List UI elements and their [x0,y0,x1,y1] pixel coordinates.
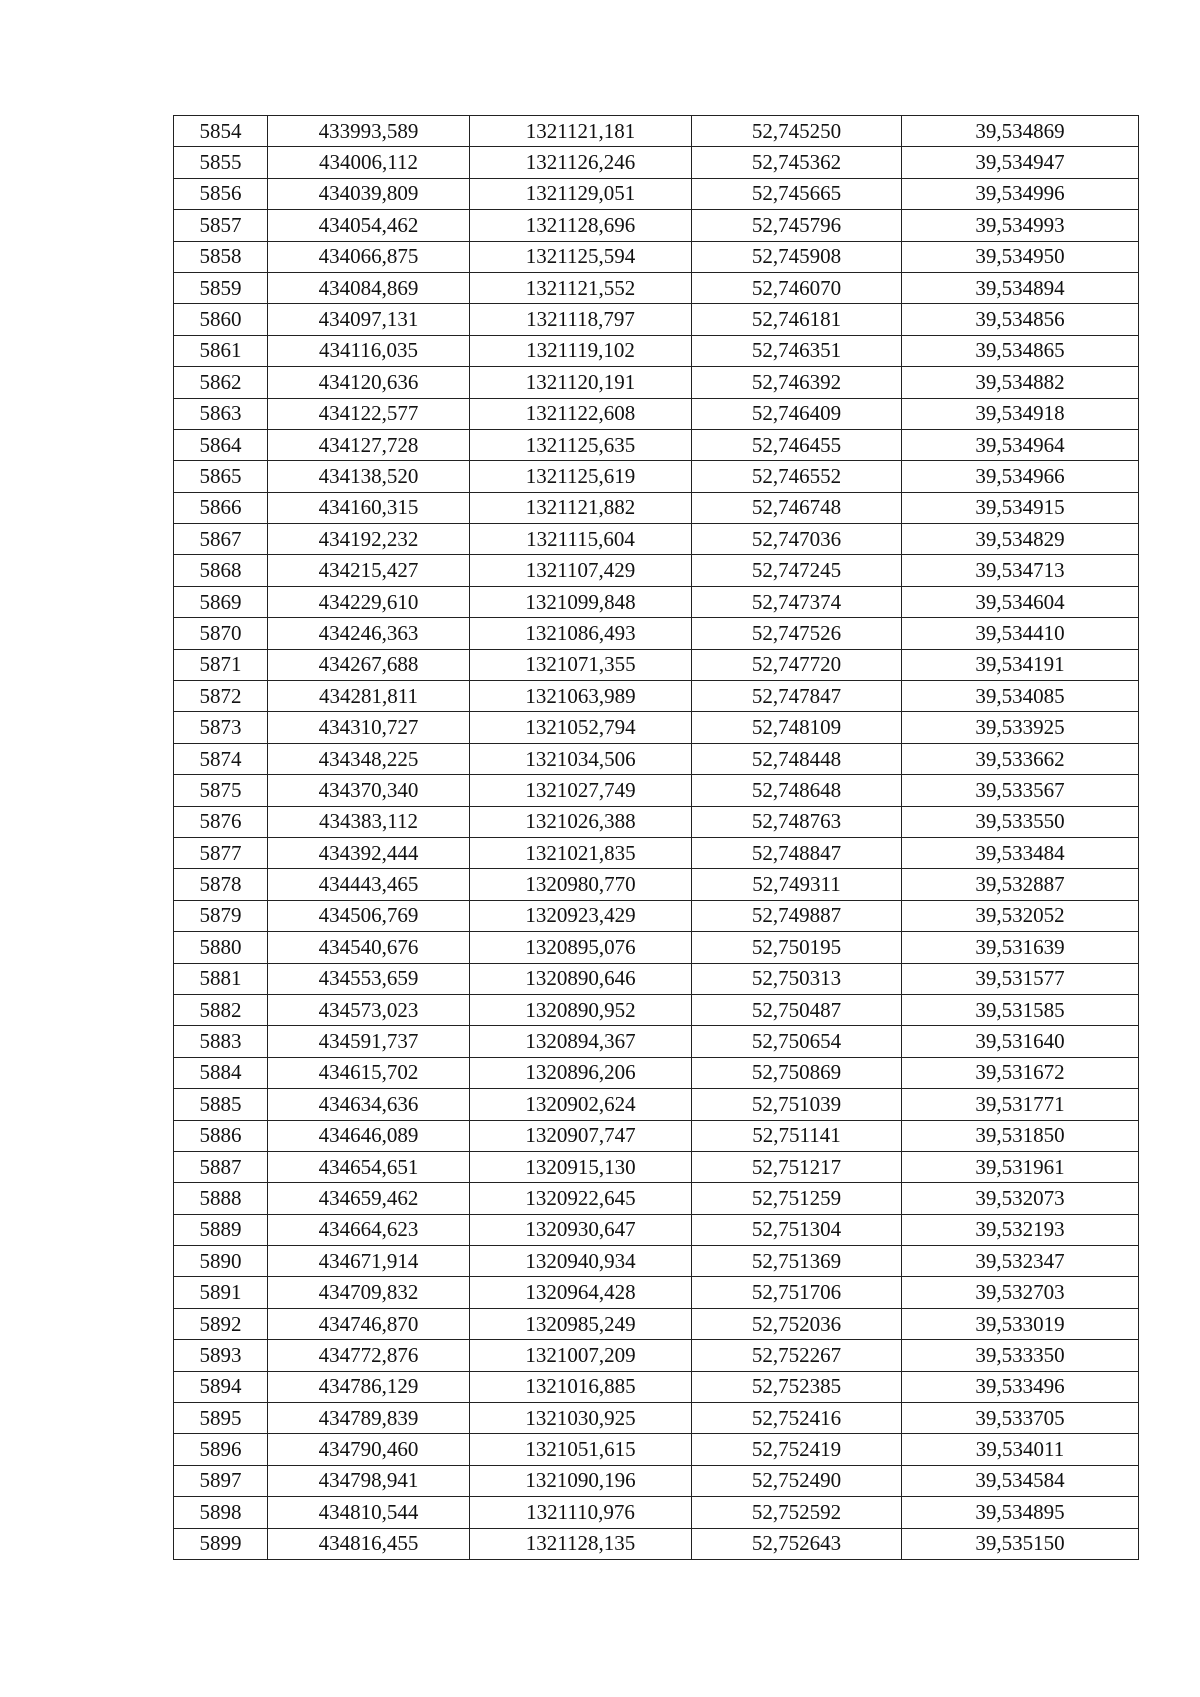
table-row [174,241,1139,272]
longitude-cell: 39,534869 [902,116,1139,147]
point-number-cell: 5892 [174,1308,268,1339]
longitude-cell: 39,531639 [902,932,1139,963]
y-coordinate-cell: 1320940,934 [470,1246,692,1277]
y-coordinate-cell: 1321007,209 [470,1340,692,1371]
longitude-cell: 39,533350 [902,1340,1139,1371]
table-row [174,272,1139,303]
table-row [174,1120,1139,1151]
table-row [174,1528,1139,1559]
latitude-cell: 52,750654 [692,1026,902,1057]
table-row [174,1340,1139,1371]
point-number-cell: 5880 [174,932,268,963]
table-row [174,335,1139,366]
y-coordinate-cell: 1321129,051 [470,178,692,209]
longitude-cell: 39,534011 [902,1434,1139,1465]
latitude-cell: 52,748847 [692,837,902,868]
longitude-cell: 39,534604 [902,586,1139,617]
point-number-cell: 5862 [174,367,268,398]
table-row [174,398,1139,429]
y-coordinate-cell: 1321125,635 [470,429,692,460]
point-number-cell: 5864 [174,429,268,460]
y-coordinate-cell: 1321121,882 [470,492,692,523]
table-row [174,1434,1139,1465]
point-number-cell: 5875 [174,775,268,806]
x-coordinate-cell: 434392,444 [268,837,470,868]
y-coordinate-cell: 1321128,135 [470,1528,692,1559]
latitude-cell: 52,752592 [692,1497,902,1528]
table-row [174,178,1139,209]
x-coordinate-cell: 434790,460 [268,1434,470,1465]
point-number-cell: 5891 [174,1277,268,1308]
longitude-cell: 39,533662 [902,743,1139,774]
x-coordinate-cell: 434160,315 [268,492,470,523]
x-coordinate-cell: 434246,363 [268,618,470,649]
x-coordinate-cell: 434659,462 [268,1183,470,1214]
latitude-cell: 52,750313 [692,963,902,994]
longitude-cell: 39,535150 [902,1528,1139,1559]
point-number-cell: 5897 [174,1465,268,1496]
table-row [174,806,1139,837]
longitude-cell: 39,534085 [902,681,1139,712]
latitude-cell: 52,751304 [692,1214,902,1245]
latitude-cell: 52,746552 [692,461,902,492]
x-coordinate-cell: 434671,914 [268,1246,470,1277]
y-coordinate-cell: 1321122,608 [470,398,692,429]
point-number-cell: 5868 [174,555,268,586]
point-number-cell: 5896 [174,1434,268,1465]
table-row [174,1246,1139,1277]
x-coordinate-cell: 434348,225 [268,743,470,774]
y-coordinate-cell: 1321021,835 [470,837,692,868]
x-coordinate-cell: 434443,465 [268,869,470,900]
longitude-cell: 39,534865 [902,335,1139,366]
y-coordinate-cell: 1321107,429 [470,555,692,586]
latitude-cell: 52,752416 [692,1403,902,1434]
x-coordinate-cell: 434789,839 [268,1403,470,1434]
point-number-cell: 5895 [174,1403,268,1434]
longitude-cell: 39,531640 [902,1026,1139,1057]
y-coordinate-cell: 1321119,102 [470,335,692,366]
y-coordinate-cell: 1321115,604 [470,524,692,555]
y-coordinate-cell: 1321120,191 [470,367,692,398]
x-coordinate-cell: 434816,455 [268,1528,470,1559]
table-row [174,649,1139,680]
longitude-cell: 39,531585 [902,994,1139,1025]
longitude-cell: 39,533496 [902,1371,1139,1402]
table-row [174,367,1139,398]
x-coordinate-cell: 434772,876 [268,1340,470,1371]
latitude-cell: 52,751039 [692,1089,902,1120]
table-row [174,524,1139,555]
table-row [174,837,1139,868]
y-coordinate-cell: 1321016,885 [470,1371,692,1402]
longitude-cell: 39,533484 [902,837,1139,868]
latitude-cell: 52,752267 [692,1340,902,1371]
longitude-cell: 39,534713 [902,555,1139,586]
y-coordinate-cell: 1320923,429 [470,900,692,931]
x-coordinate-cell: 434540,676 [268,932,470,963]
y-coordinate-cell: 1321063,989 [470,681,692,712]
point-number-cell: 5865 [174,461,268,492]
point-number-cell: 5890 [174,1246,268,1277]
point-number-cell: 5869 [174,586,268,617]
longitude-cell: 39,532887 [902,869,1139,900]
latitude-cell: 52,747245 [692,555,902,586]
x-coordinate-cell: 434122,577 [268,398,470,429]
y-coordinate-cell: 1320890,646 [470,963,692,994]
x-coordinate-cell: 434192,232 [268,524,470,555]
x-coordinate-cell: 434709,832 [268,1277,470,1308]
longitude-cell: 39,534964 [902,429,1139,460]
latitude-cell: 52,752490 [692,1465,902,1496]
x-coordinate-cell: 434746,870 [268,1308,470,1339]
table-row [174,1026,1139,1057]
y-coordinate-cell: 1321071,355 [470,649,692,680]
table-row [174,1214,1139,1245]
point-number-cell: 5873 [174,712,268,743]
latitude-cell: 52,751706 [692,1277,902,1308]
table-row [174,492,1139,523]
point-number-cell: 5878 [174,869,268,900]
latitude-cell: 52,746455 [692,429,902,460]
latitude-cell: 52,751217 [692,1151,902,1182]
latitude-cell: 52,752385 [692,1371,902,1402]
longitude-cell: 39,531961 [902,1151,1139,1182]
latitude-cell: 52,749311 [692,869,902,900]
longitude-cell: 39,531771 [902,1089,1139,1120]
x-coordinate-cell: 434229,610 [268,586,470,617]
x-coordinate-cell: 434281,811 [268,681,470,712]
x-coordinate-cell: 434506,769 [268,900,470,931]
x-coordinate-cell: 434654,651 [268,1151,470,1182]
longitude-cell: 39,531577 [902,963,1139,994]
point-number-cell: 5881 [174,963,268,994]
y-coordinate-cell: 1321034,506 [470,743,692,774]
y-coordinate-cell: 1321030,925 [470,1403,692,1434]
point-number-cell: 5874 [174,743,268,774]
y-coordinate-cell: 1320890,952 [470,994,692,1025]
latitude-cell: 52,747374 [692,586,902,617]
longitude-cell: 39,534993 [902,210,1139,241]
coordinates-table-body [174,116,1139,1560]
point-number-cell: 5888 [174,1183,268,1214]
x-coordinate-cell: 434646,089 [268,1120,470,1151]
longitude-cell: 39,532703 [902,1277,1139,1308]
table-row [174,1057,1139,1088]
point-number-cell: 5859 [174,272,268,303]
table-row [174,1308,1139,1339]
point-number-cell: 5855 [174,147,268,178]
table-row [174,743,1139,774]
x-coordinate-cell: 434591,737 [268,1026,470,1057]
x-coordinate-cell: 434553,659 [268,963,470,994]
point-number-cell: 5899 [174,1528,268,1559]
table-row [174,210,1139,241]
y-coordinate-cell: 1321026,388 [470,806,692,837]
latitude-cell: 52,746070 [692,272,902,303]
y-coordinate-cell: 1320964,428 [470,1277,692,1308]
point-number-cell: 5877 [174,837,268,868]
table-row [174,1089,1139,1120]
y-coordinate-cell: 1320930,647 [470,1214,692,1245]
latitude-cell: 52,747720 [692,649,902,680]
x-coordinate-cell: 434116,035 [268,335,470,366]
longitude-cell: 39,531850 [902,1120,1139,1151]
x-coordinate-cell: 434066,875 [268,241,470,272]
table-row [174,147,1139,178]
longitude-cell: 39,534895 [902,1497,1139,1528]
y-coordinate-cell: 1320895,076 [470,932,692,963]
x-coordinate-cell: 434127,728 [268,429,470,460]
y-coordinate-cell: 1321099,848 [470,586,692,617]
table-row [174,618,1139,649]
table-row [174,429,1139,460]
x-coordinate-cell: 434120,636 [268,367,470,398]
y-coordinate-cell: 1320902,624 [470,1089,692,1120]
table-row [174,1403,1139,1434]
x-coordinate-cell: 434215,427 [268,555,470,586]
table-row [174,963,1139,994]
latitude-cell: 52,748648 [692,775,902,806]
point-number-cell: 5872 [174,681,268,712]
table-row [174,900,1139,931]
latitude-cell: 52,745665 [692,178,902,209]
latitude-cell: 52,750195 [692,932,902,963]
point-number-cell: 5867 [174,524,268,555]
latitude-cell: 52,751141 [692,1120,902,1151]
longitude-cell: 39,534191 [902,649,1139,680]
x-coordinate-cell: 434006,112 [268,147,470,178]
latitude-cell: 52,747036 [692,524,902,555]
x-coordinate-cell: 434370,340 [268,775,470,806]
point-number-cell: 5893 [174,1340,268,1371]
latitude-cell: 52,746748 [692,492,902,523]
x-coordinate-cell: 434810,544 [268,1497,470,1528]
point-number-cell: 5898 [174,1497,268,1528]
longitude-cell: 39,534950 [902,241,1139,272]
y-coordinate-cell: 1320915,130 [470,1151,692,1182]
longitude-cell: 39,532073 [902,1183,1139,1214]
point-number-cell: 5870 [174,618,268,649]
x-coordinate-cell: 434615,702 [268,1057,470,1088]
latitude-cell: 52,748448 [692,743,902,774]
table-row [174,1465,1139,1496]
longitude-cell: 39,531672 [902,1057,1139,1088]
longitude-cell: 39,533550 [902,806,1139,837]
point-number-cell: 5861 [174,335,268,366]
table-row [174,1497,1139,1528]
y-coordinate-cell: 1321086,493 [470,618,692,649]
latitude-cell: 52,751369 [692,1246,902,1277]
latitude-cell: 52,749887 [692,900,902,931]
y-coordinate-cell: 1321125,619 [470,461,692,492]
x-coordinate-cell: 434138,520 [268,461,470,492]
latitude-cell: 52,748109 [692,712,902,743]
longitude-cell: 39,534918 [902,398,1139,429]
latitude-cell: 52,751259 [692,1183,902,1214]
table-row [174,555,1139,586]
x-coordinate-cell: 434097,131 [268,304,470,335]
table-row [174,1371,1139,1402]
longitude-cell: 39,534584 [902,1465,1139,1496]
latitude-cell: 52,752036 [692,1308,902,1339]
table-row [174,586,1139,617]
latitude-cell: 52,746351 [692,335,902,366]
table-row [174,1183,1139,1214]
point-number-cell: 5857 [174,210,268,241]
point-number-cell: 5858 [174,241,268,272]
latitude-cell: 52,745908 [692,241,902,272]
longitude-cell: 39,532347 [902,1246,1139,1277]
latitude-cell: 52,750869 [692,1057,902,1088]
y-coordinate-cell: 1321027,749 [470,775,692,806]
longitude-cell: 39,532193 [902,1214,1139,1245]
y-coordinate-cell: 1321118,797 [470,304,692,335]
table-row [174,461,1139,492]
point-number-cell: 5863 [174,398,268,429]
point-number-cell: 5879 [174,900,268,931]
table-row [174,994,1139,1025]
point-number-cell: 5866 [174,492,268,523]
latitude-cell: 52,752643 [692,1528,902,1559]
x-coordinate-cell: 434267,688 [268,649,470,680]
longitude-cell: 39,533705 [902,1403,1139,1434]
point-number-cell: 5884 [174,1057,268,1088]
table-row [174,712,1139,743]
coordinates-table [173,115,1139,1560]
longitude-cell: 39,534829 [902,524,1139,555]
point-number-cell: 5886 [174,1120,268,1151]
y-coordinate-cell: 1320907,747 [470,1120,692,1151]
longitude-cell: 39,534882 [902,367,1139,398]
longitude-cell: 39,534947 [902,147,1139,178]
longitude-cell: 39,534996 [902,178,1139,209]
y-coordinate-cell: 1320894,367 [470,1026,692,1057]
table-row [174,1151,1139,1182]
latitude-cell: 52,745362 [692,147,902,178]
table-row [174,932,1139,963]
latitude-cell: 52,745796 [692,210,902,241]
x-coordinate-cell: 433993,589 [268,116,470,147]
table-row [174,116,1139,147]
point-number-cell: 5885 [174,1089,268,1120]
x-coordinate-cell: 434798,941 [268,1465,470,1496]
longitude-cell: 39,534915 [902,492,1139,523]
y-coordinate-cell: 1321121,552 [470,272,692,303]
y-coordinate-cell: 1320922,645 [470,1183,692,1214]
x-coordinate-cell: 434054,462 [268,210,470,241]
y-coordinate-cell: 1321051,615 [470,1434,692,1465]
latitude-cell: 52,747847 [692,681,902,712]
latitude-cell: 52,752419 [692,1434,902,1465]
y-coordinate-cell: 1321052,794 [470,712,692,743]
longitude-cell: 39,533567 [902,775,1139,806]
table-row [174,681,1139,712]
point-number-cell: 5887 [174,1151,268,1182]
x-coordinate-cell: 434664,623 [268,1214,470,1245]
latitude-cell: 52,747526 [692,618,902,649]
longitude-cell: 39,533925 [902,712,1139,743]
x-coordinate-cell: 434383,112 [268,806,470,837]
y-coordinate-cell: 1321128,696 [470,210,692,241]
longitude-cell: 39,533019 [902,1308,1139,1339]
latitude-cell: 52,748763 [692,806,902,837]
point-number-cell: 5889 [174,1214,268,1245]
y-coordinate-cell: 1321110,976 [470,1497,692,1528]
latitude-cell: 52,746409 [692,398,902,429]
latitude-cell: 52,746181 [692,304,902,335]
table-row [174,304,1139,335]
y-coordinate-cell: 1320985,249 [470,1308,692,1339]
x-coordinate-cell: 434084,869 [268,272,470,303]
point-number-cell: 5882 [174,994,268,1025]
x-coordinate-cell: 434310,727 [268,712,470,743]
table-row [174,775,1139,806]
y-coordinate-cell: 1320896,206 [470,1057,692,1088]
longitude-cell: 39,534894 [902,272,1139,303]
x-coordinate-cell: 434634,636 [268,1089,470,1120]
x-coordinate-cell: 434786,129 [268,1371,470,1402]
longitude-cell: 39,534966 [902,461,1139,492]
point-number-cell: 5894 [174,1371,268,1402]
point-number-cell: 5854 [174,116,268,147]
y-coordinate-cell: 1321126,246 [470,147,692,178]
point-number-cell: 5860 [174,304,268,335]
longitude-cell: 39,534410 [902,618,1139,649]
point-number-cell: 5871 [174,649,268,680]
x-coordinate-cell: 434039,809 [268,178,470,209]
point-number-cell: 5883 [174,1026,268,1057]
longitude-cell: 39,532052 [902,900,1139,931]
point-number-cell: 5876 [174,806,268,837]
point-number-cell: 5856 [174,178,268,209]
latitude-cell: 52,746392 [692,367,902,398]
latitude-cell: 52,745250 [692,116,902,147]
y-coordinate-cell: 1320980,770 [470,869,692,900]
longitude-cell: 39,534856 [902,304,1139,335]
y-coordinate-cell: 1321121,181 [470,116,692,147]
y-coordinate-cell: 1321090,196 [470,1465,692,1496]
table-row [174,1277,1139,1308]
table-row [174,869,1139,900]
latitude-cell: 52,750487 [692,994,902,1025]
y-coordinate-cell: 1321125,594 [470,241,692,272]
x-coordinate-cell: 434573,023 [268,994,470,1025]
